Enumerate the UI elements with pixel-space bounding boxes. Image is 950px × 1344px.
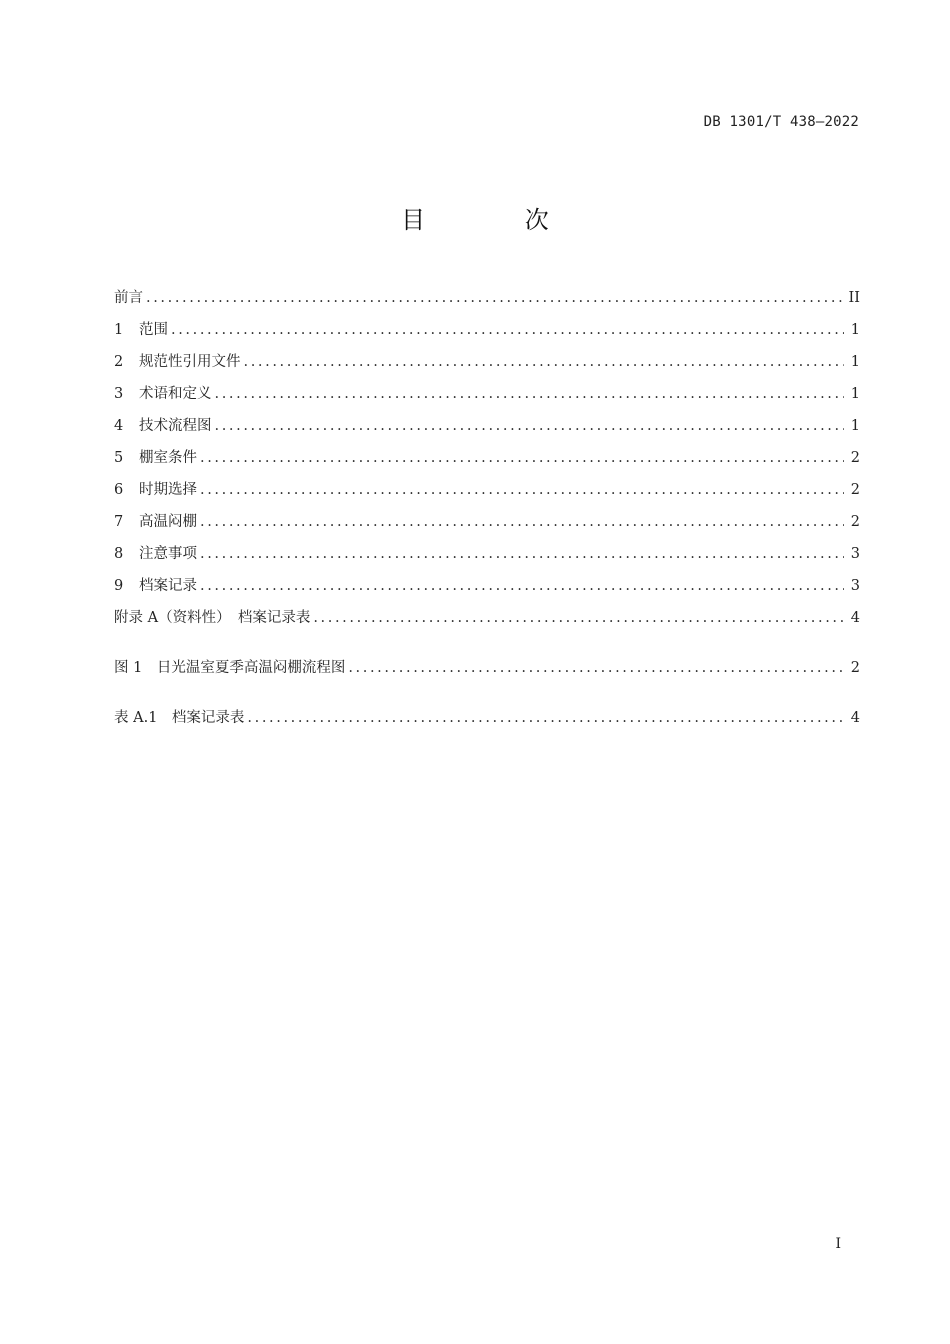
toc-entry-number: 5 — [114, 450, 124, 466]
toc-entry-page: 3 — [850, 578, 860, 594]
toc-entry-number: 7 — [114, 514, 124, 530]
toc-entry-label: 档案记录 — [139, 578, 197, 594]
page-number: I — [835, 1236, 841, 1252]
toc-entry-page: 1 — [850, 418, 860, 434]
toc-entry-label: 范围 — [139, 322, 168, 338]
toc-leader-dots — [215, 418, 845, 434]
toc-leader-dots — [200, 482, 844, 498]
toc-leader-dots — [146, 290, 843, 306]
toc-entry-label: 高温闷棚 — [139, 514, 197, 530]
toc-entry-page: 2 — [850, 450, 860, 466]
toc-leader-dots — [200, 450, 844, 466]
toc-entry-label: 附录 A（资料性） 档案记录表 — [114, 610, 311, 626]
toc-entry-label: 技术流程图 — [139, 418, 212, 434]
toc-entry-technical-flowchart[interactable] — [114, 414, 860, 446]
toc-entry-page: 3 — [850, 546, 860, 562]
toc-entry-figure-1[interactable] — [114, 656, 860, 688]
toc-entry-page: II — [848, 290, 860, 306]
toc-entry-label: 棚室条件 — [139, 450, 197, 466]
toc-leader-dots — [200, 514, 844, 530]
toc-entry-page: 2 — [850, 482, 860, 498]
toc-entry-number: 8 — [114, 546, 124, 562]
toc-entry-timing-selection[interactable] — [114, 478, 860, 510]
toc-entry-number: 3 — [114, 386, 124, 402]
toc-entry-page: 1 — [850, 386, 860, 402]
toc-leader-dots — [348, 660, 844, 676]
toc-entry-label: 图 1 日光温室夏季高温闷棚流程图 — [114, 660, 346, 676]
toc-entry-label: 术语和定义 — [139, 386, 212, 402]
toc-leader-dots — [171, 322, 844, 338]
toc-entry-foreword[interactable] — [114, 286, 860, 318]
toc-leader-dots — [200, 578, 844, 594]
toc-entry-records[interactable] — [114, 574, 860, 606]
toc-entry-number: 4 — [114, 418, 124, 434]
toc-entry-label: 规范性引用文件 — [139, 354, 241, 370]
toc-entry-number: 6 — [114, 482, 124, 498]
toc-title: 目 次 — [401, 206, 595, 234]
toc-leader-dots — [247, 710, 844, 726]
toc-leader-dots — [200, 546, 844, 562]
document-code: DB 1301/T 438—2022 — [703, 114, 859, 130]
toc-entry-scope[interactable] — [114, 318, 860, 350]
toc-entry-greenhouse-conditions[interactable] — [114, 446, 860, 478]
toc-entry-page: 4 — [850, 710, 860, 726]
toc-entry-precautions[interactable] — [114, 542, 860, 574]
toc-entry-page: 1 — [850, 354, 860, 370]
toc-entry-high-temp-closing[interactable] — [114, 510, 860, 542]
toc-entry-terms-definitions[interactable] — [114, 382, 860, 414]
toc-leader-dots — [313, 610, 844, 626]
toc-entry-label: 注意事项 — [139, 546, 197, 562]
toc-leader-dots — [244, 354, 845, 370]
toc-entry-number: 2 — [114, 354, 124, 370]
toc-entry-number: 1 — [114, 322, 124, 338]
toc-entry-page: 4 — [850, 610, 860, 626]
toc-entry-label: 表 A.1 档案记录表 — [114, 710, 245, 726]
toc-leader-dots — [215, 386, 845, 402]
toc-entry-page: 2 — [850, 660, 860, 676]
toc-entry-number: 9 — [114, 578, 124, 594]
toc-entry-table-a1[interactable] — [114, 706, 860, 738]
toc-entry-page: 2 — [850, 514, 860, 530]
toc-list — [114, 286, 860, 738]
toc-entry-label: 前言 — [114, 290, 143, 306]
toc-entry-page: 1 — [850, 322, 860, 338]
toc-entry-label: 时期选择 — [139, 482, 197, 498]
toc-entry-normative-references[interactable] — [114, 350, 860, 382]
toc-entry-appendix-a[interactable] — [114, 606, 860, 638]
